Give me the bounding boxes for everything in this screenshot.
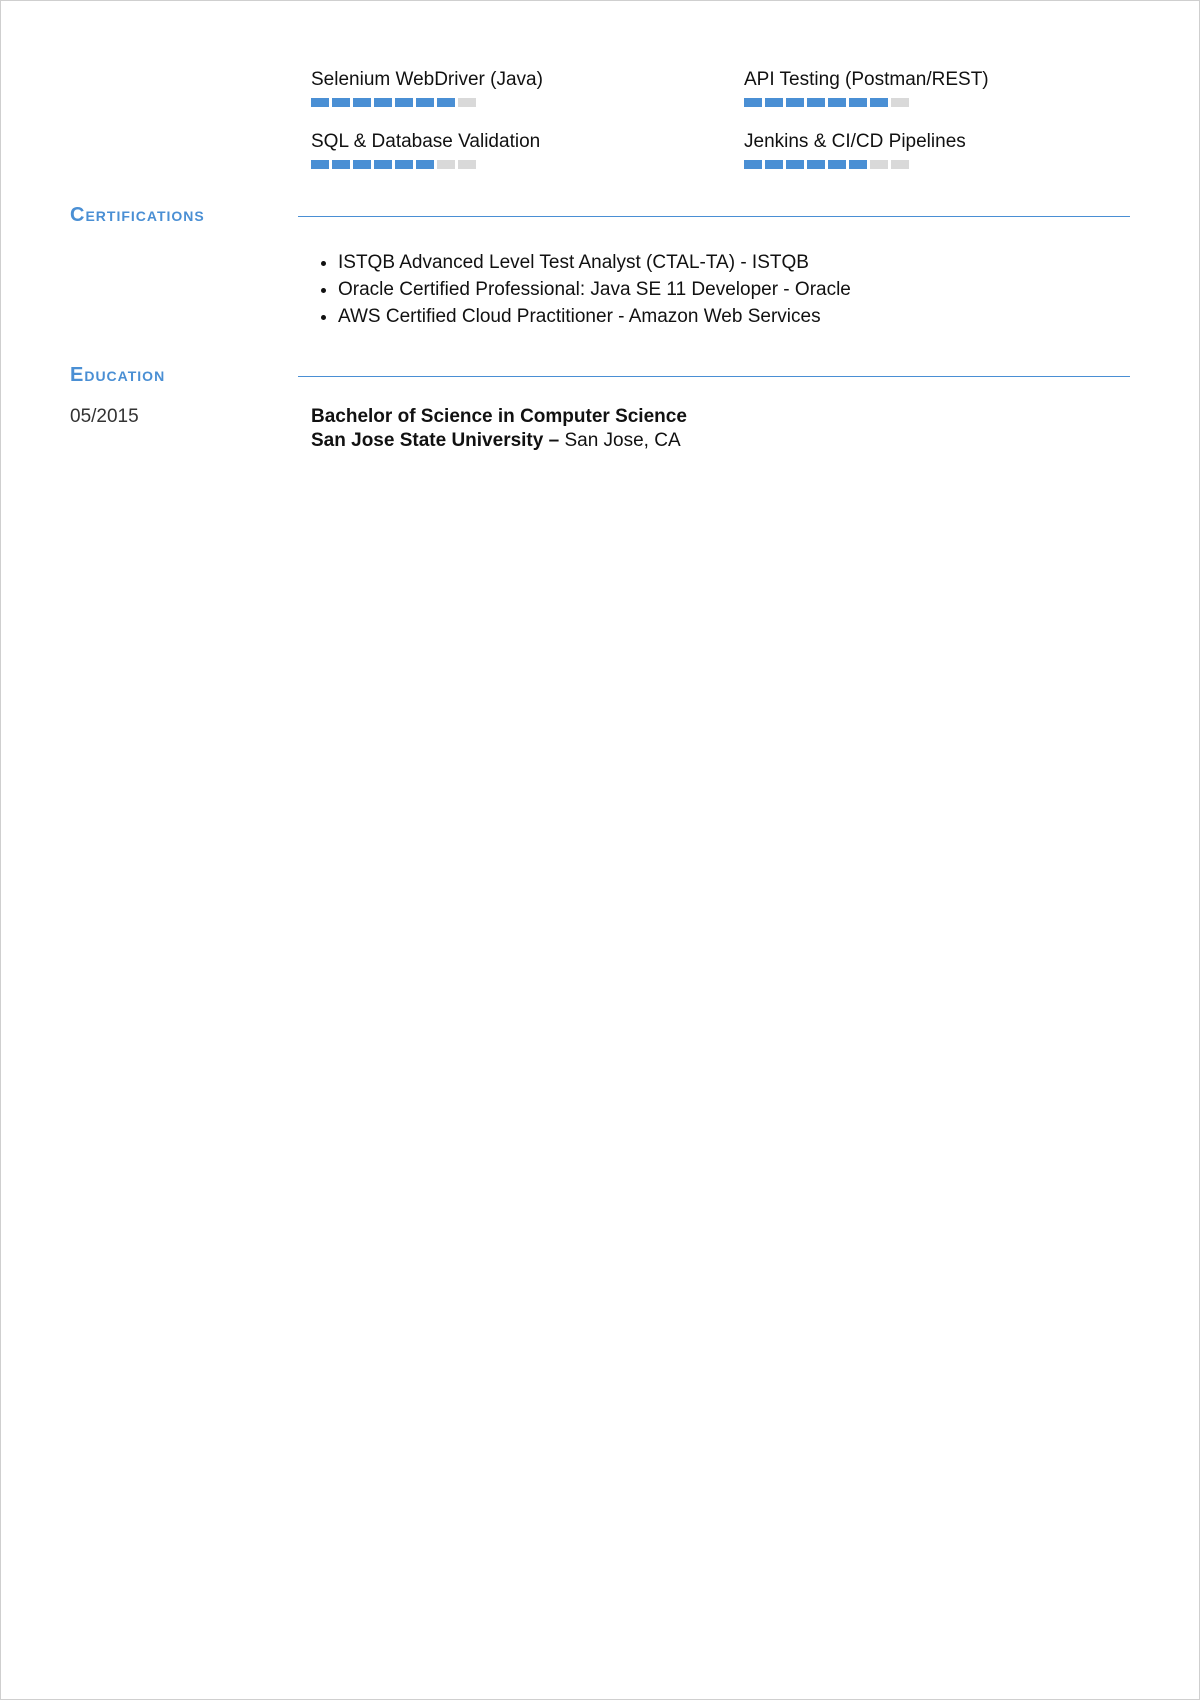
rating-segment-empty	[437, 160, 455, 169]
skill-name: API Testing (Postman/REST)	[744, 69, 989, 90]
rating-segment-filled	[807, 160, 825, 169]
skill-rating	[311, 98, 744, 107]
certifications-section	[70, 203, 1130, 330]
rating-segment-filled	[374, 160, 392, 169]
skill-name: Jenkins & CI/CD Pipelines	[744, 131, 966, 152]
education-location: San Jose, CA	[564, 430, 681, 451]
skill-rating	[744, 160, 1111, 169]
rating-segment-filled	[849, 98, 867, 107]
education-section	[70, 363, 1130, 455]
education-degree: Bachelor of Science in Computer Science	[311, 406, 687, 427]
rating-segment-filled	[765, 98, 783, 107]
skills-grid	[311, 69, 1111, 169]
skill-name: SQL & Database Validation	[311, 131, 541, 152]
skill-name: Selenium WebDriver (Java)	[311, 69, 543, 90]
rating-segment-filled	[849, 160, 867, 169]
rating-segment-filled	[786, 160, 804, 169]
rating-segment-filled	[395, 98, 413, 107]
rating-segment-filled	[374, 98, 392, 107]
education-school: San Jose State University	[311, 430, 544, 451]
rating-segment-filled	[395, 160, 413, 169]
rating-segment-filled	[828, 98, 846, 107]
rating-segment-empty	[458, 160, 476, 169]
rating-segment-filled	[870, 98, 888, 107]
skill-rating	[744, 98, 1111, 107]
rating-segment-empty	[458, 98, 476, 107]
skill-rating	[311, 160, 744, 169]
section-divider	[298, 216, 1130, 217]
rating-segment-empty	[891, 160, 909, 169]
rating-segment-filled	[332, 160, 350, 169]
section-header	[70, 363, 1130, 389]
education-date: 05/2015	[70, 406, 139, 427]
certification-item: • Oracle Certified Professional: Java SE 11 Developer - Oracle	[338, 276, 1130, 303]
rating-segment-filled	[353, 160, 371, 169]
rating-segment-filled	[744, 160, 762, 169]
section-title: Education	[70, 364, 166, 386]
rating-segment-filled	[765, 160, 783, 169]
rating-segment-filled	[353, 98, 371, 107]
skill-item	[744, 69, 1111, 107]
skill-item	[311, 131, 744, 169]
rating-segment-filled	[786, 98, 804, 107]
education-details	[311, 405, 687, 453]
rating-segment-filled	[807, 98, 825, 107]
section-divider	[298, 376, 1130, 377]
section-title: Certifications	[70, 204, 205, 226]
rating-segment-filled	[311, 160, 329, 169]
certification-list	[70, 249, 1130, 330]
rating-segment-empty	[891, 98, 909, 107]
certification-item: • ISTQB Advanced Level Test Analyst (CTAL-TA) - ISTQB	[338, 249, 1130, 276]
skill-item	[311, 69, 744, 107]
education-entry	[70, 405, 1130, 455]
education-separator: –	[543, 430, 565, 451]
rating-segment-filled	[416, 160, 434, 169]
certification-item: • AWS Certified Cloud Practitioner - Amazon Web Services	[338, 303, 1130, 330]
rating-segment-filled	[828, 160, 846, 169]
rating-segment-filled	[416, 98, 434, 107]
education-school-line	[311, 429, 687, 453]
rating-segment-filled	[437, 98, 455, 107]
section-header	[70, 203, 1130, 229]
rating-segment-empty	[870, 160, 888, 169]
rating-segment-filled	[744, 98, 762, 107]
rating-segment-filled	[332, 98, 350, 107]
rating-segment-filled	[311, 98, 329, 107]
skill-item	[744, 131, 1111, 169]
